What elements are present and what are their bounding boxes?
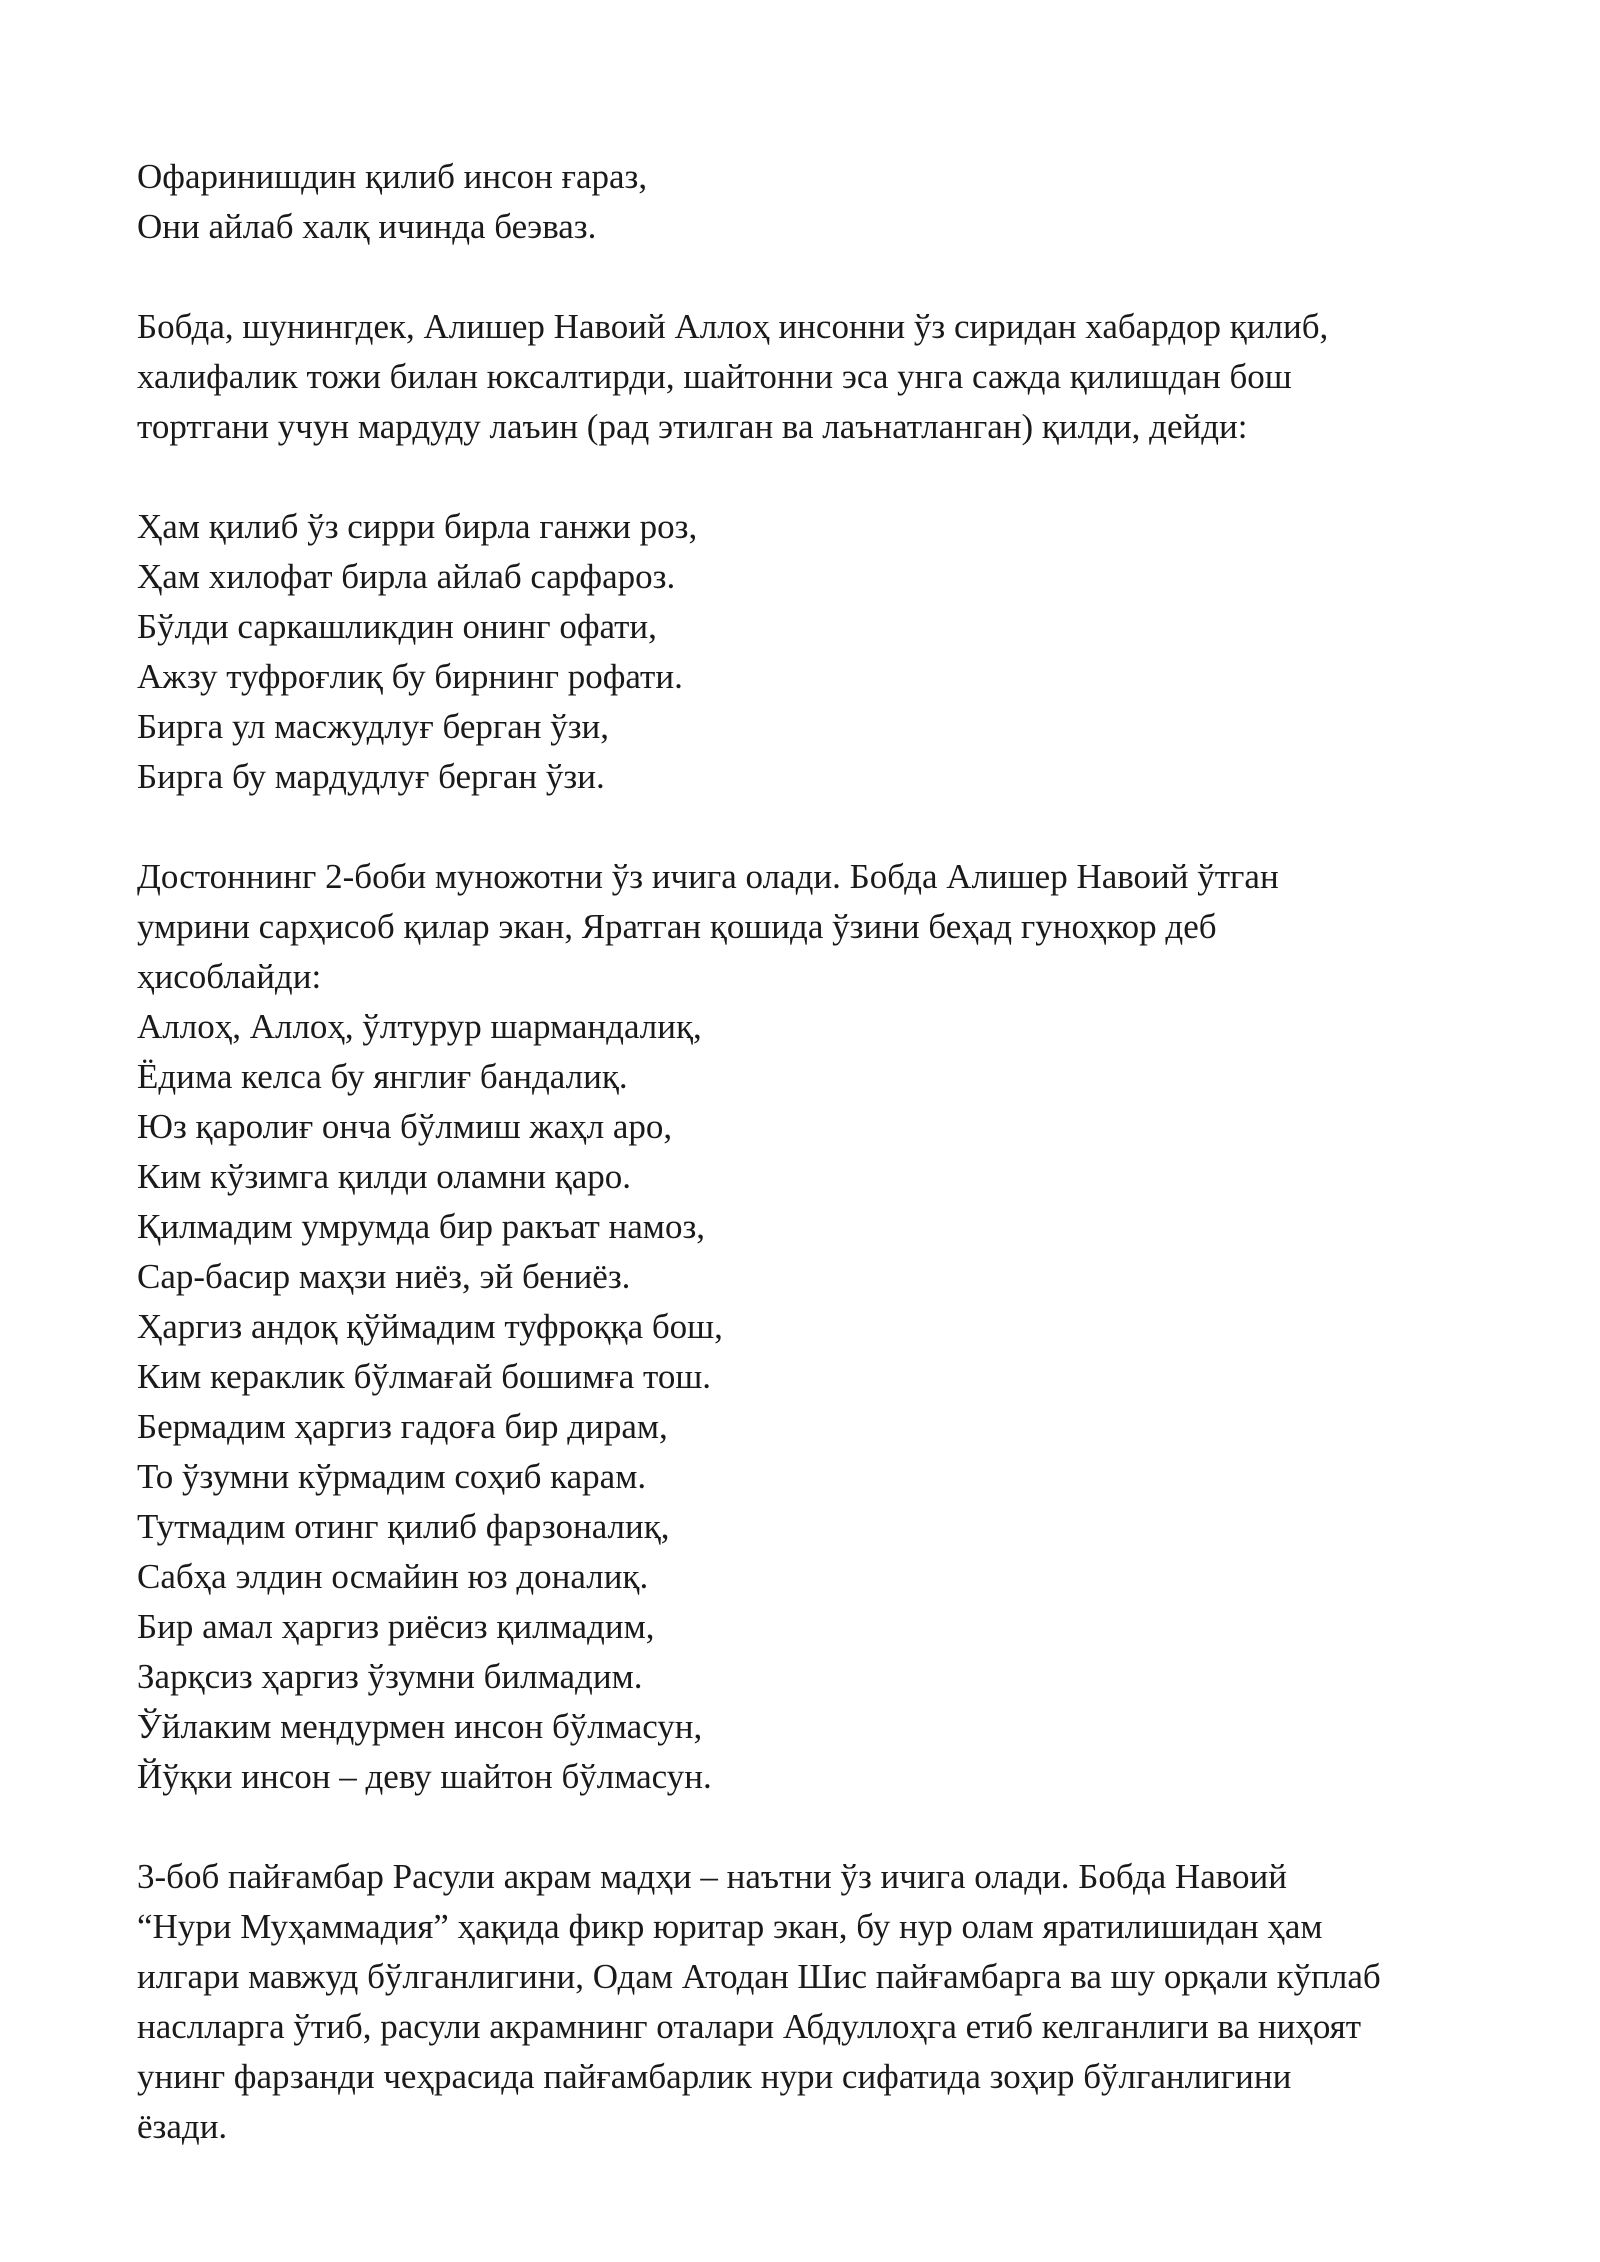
paragraph-2 [137,852,1497,1802]
text-line: 3-боб пайғамбар Расули акрам мадҳи – наътни ўз ичига олади. Бобда Навоий [137,1857,1287,1896]
text-line: Аллоҳ, Аллоҳ, ўлтурур шармандалиқ, [137,1007,702,1046]
text-line: Ҳаргиз андоқ қўймадим туфроққа бош, [137,1307,723,1346]
text-line: Сабҳа элдин осмайин юз доналиқ. [137,1557,649,1596]
paragraph-3 [137,1852,1497,2152]
text-line: Ҳам қилиб ўз сирри бирла ганжи роз, [137,507,698,546]
paragraph-gap [137,452,1497,502]
text-line: Бермадим ҳаргиз гадоға бир дирам, [137,1407,668,1446]
text-line: Ажзу туфроғлиқ бу бирнинг рофати. [137,657,683,696]
text-line: Ҳам хилофат бирла айлаб сарфароз. [137,557,676,596]
text-line: То ўзумни кўрмадим соҳиб карам. [137,1457,647,1496]
paragraph-gap [137,802,1497,852]
text-line: Ўйлаким мендурмен инсон бўлмасун, [137,1707,703,1746]
document-body [137,152,1497,2152]
verse-block-1 [137,152,1497,252]
text-line: Бир амал ҳаргиз риёсиз қилмадим, [137,1607,655,1646]
text-line: Бўлди саркашликдин онинг офати, [137,607,657,646]
text-line: Бобда, шунингдек, Алишер Навоий Аллоҳ инсонни ўз сиридан хабардор қилиб, [137,307,1329,346]
text-line: Қилмадим умрумда бир ракъат намоз, [137,1207,706,1246]
text-line: Сар-басир маҳзи ниёз, эй бениёз. [137,1257,631,1296]
text-line: Офаринишдин қилиб инсон ғараз, [137,157,648,196]
text-line: Ким кераклик бўлмағай бошимға тош. [137,1357,712,1396]
text-line: ҳисоблайди: [137,957,322,996]
text-line: унинг фарзанди чеҳрасида пайғамбарлик нури сифатида зоҳир бўлганлигини [137,2057,1292,2096]
paragraph-1 [137,302,1497,452]
text-line: умрини сарҳисоб қилар экан, Яратган қошида ўзини беҳад гуноҳкор деб [137,907,1217,946]
text-line: “Нури Муҳаммадия” ҳақида фикр юритар экан, бу нур олам яратилишидан ҳам [137,1907,1323,1946]
paragraph-gap [137,252,1497,302]
text-line: Бирга ул масжудлуғ берган ўзи, [137,707,610,746]
text-line: Они айлаб халқ ичинда беэваз. [137,207,597,246]
text-line: Бирга бу мардудлуғ берган ўзи. [137,757,605,796]
verse-block-2 [137,502,1497,802]
text-line: Достоннинг 2-боби муножотни ўз ичига олади. Бобда Алишер Навоий ўтган [137,857,1279,896]
text-line: наслларга ўтиб, расули акрамнинг оталари Абдуллоҳга етиб келганлиги ва ниҳоят [137,2007,1362,2046]
text-line: тортгани учун мардуду лаъин (рад этилган ва лаънатланган) қилди, дейди: [137,407,1248,446]
text-line: Йўқки инсон – деву шайтон бўлмасун. [137,1757,712,1796]
text-line: Ким кўзимга қилди оламни қаро. [137,1157,631,1196]
text-line: халифалик тожи билан юксалтирди, шайтонни эса унга сажда қилишдан бош [137,357,1292,396]
text-line: Юз қаролиғ онча бўлмиш жаҳл аро, [137,1107,673,1146]
text-line: Зарқсиз ҳаргиз ўзумни билмадим. [137,1657,643,1696]
paragraph-gap [137,1802,1497,1852]
text-line: Ёдима келса бу янглиғ бандалиқ. [137,1057,628,1096]
text-line: илгари мавжуд бўлганлигини, Одам Атодан Шис пайғамбарга ва шу орқали кўплаб [137,1957,1381,1996]
text-line: Тутмадим отинг қилиб фарзоналиқ, [137,1507,670,1546]
text-line: ёзади. [137,2107,228,2146]
